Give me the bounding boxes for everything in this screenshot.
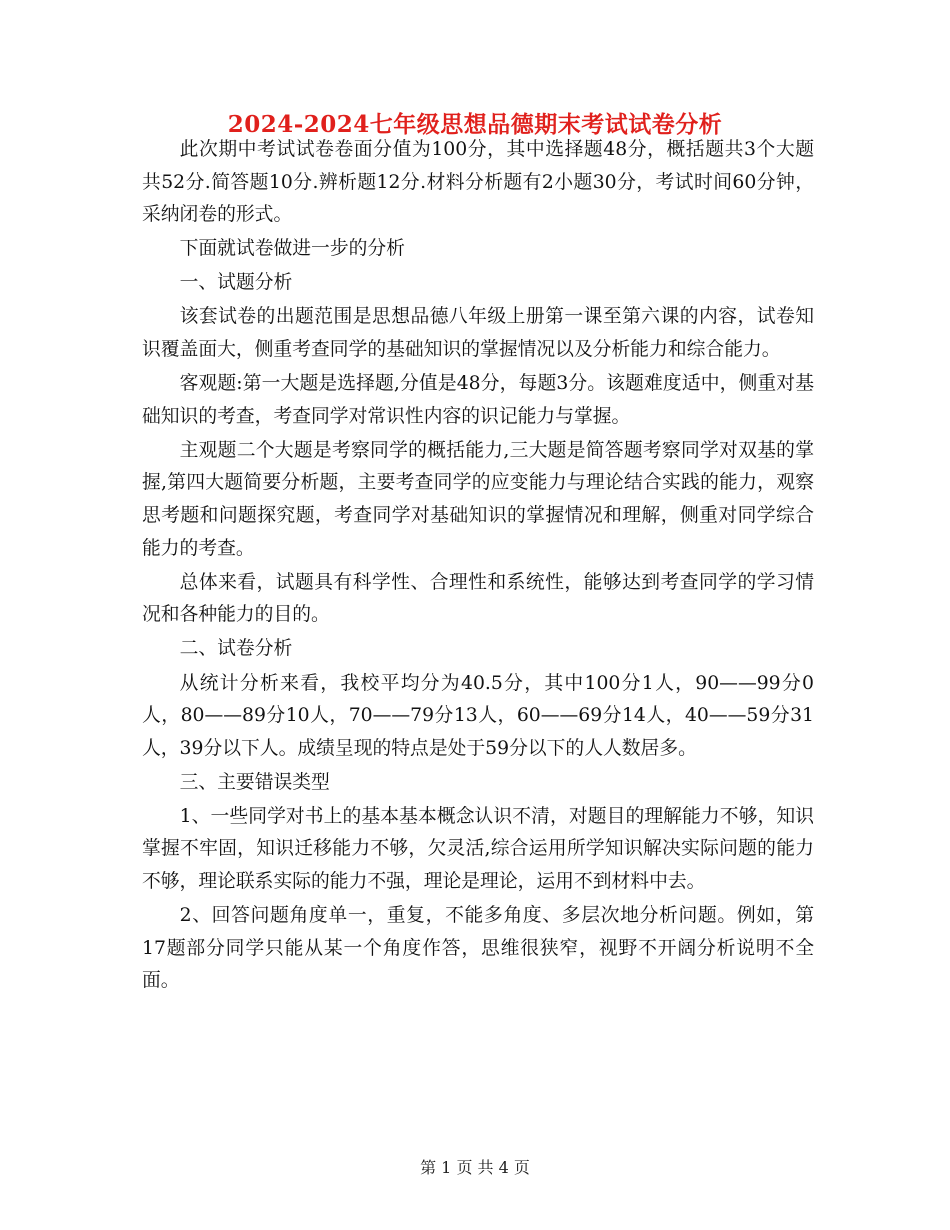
page-number: 第 1 页 共 4 页	[420, 1158, 530, 1177]
section-heading-3: 三、主要错误类型	[179, 771, 330, 793]
document-body	[142, 134, 814, 999]
paragraph-scope: 该套试卷的出题范围是思想品德八年级上册第一课至第六课的内容，试卷知识覆盖面大，侧重考查同学的基础知识的掌握情况以及分析能力和综合能力。	[142, 306, 814, 361]
paragraph-objective: 客观题:第一大题是选择题,分值是48分，每题3分。该题难度适中，侧重对基础知识的考查，考查同学对常识性内容的识记能力与掌握。	[142, 373, 814, 427]
paragraph-error-1: 1、一些同学对书上的基本基本概念认识不清，对题目的理解能力不够，知识掌握不牢固，知识迁移能力不够，欠灵活,综合运用所学知识解决实际问题的能力不够，理论联系实际的能力不强，理论是理论，运用不到材料中去。	[142, 805, 814, 893]
section-heading-1: 一、试题分析	[179, 272, 293, 294]
paragraph-error-2: 2、回答问题角度单一，重复，不能多角度、多层次地分析问题。例如，第17题部分同学只能从某一个角度作答，思维很狭窄，视野不开阔分析说明不全面。	[142, 905, 814, 992]
paragraph-lead-in: 下面就试卷做进一步的分析	[179, 238, 405, 260]
paragraph-intro: 此次期中考试试卷卷面分值为100分，其中选择题48分，概括题共3个大题共52分.简答题10分.辨析题12分.材料分析题有2小题30分，考试时间60分钟，采纳闭卷的形式。	[142, 139, 814, 226]
document-title: 2024-2024七年级思想品德期末考试试卷分析	[227, 111, 723, 138]
section-heading-2: 二、试卷分析	[179, 638, 293, 660]
paragraph-overall: 总体来看，试题具有科学性、合理性和系统性，能够达到考查同学的学习情况和各种能力的目的。	[142, 571, 814, 626]
paragraph-statistics: 从统计分析来看，我校平均分为40.5分，其中100分1人，90——99分0人，80——89分10人，70——79分13人，60——69分14人，40——59分31人，39分以下人。成绩呈现的特点是处于59分以下的人人数居多。	[142, 672, 814, 759]
paragraph-subjective: 主观题二个大题是考察同学的概括能力,三大题是简答题考察同学对双基的掌握,第四大题简要分析题，主要考查同学的应变能力与理论结合实践的能力，观察思考题和问题探究题，考查同学对基础知识的掌握情况和理解，侧重对同学综合能力的考查。	[142, 439, 814, 559]
